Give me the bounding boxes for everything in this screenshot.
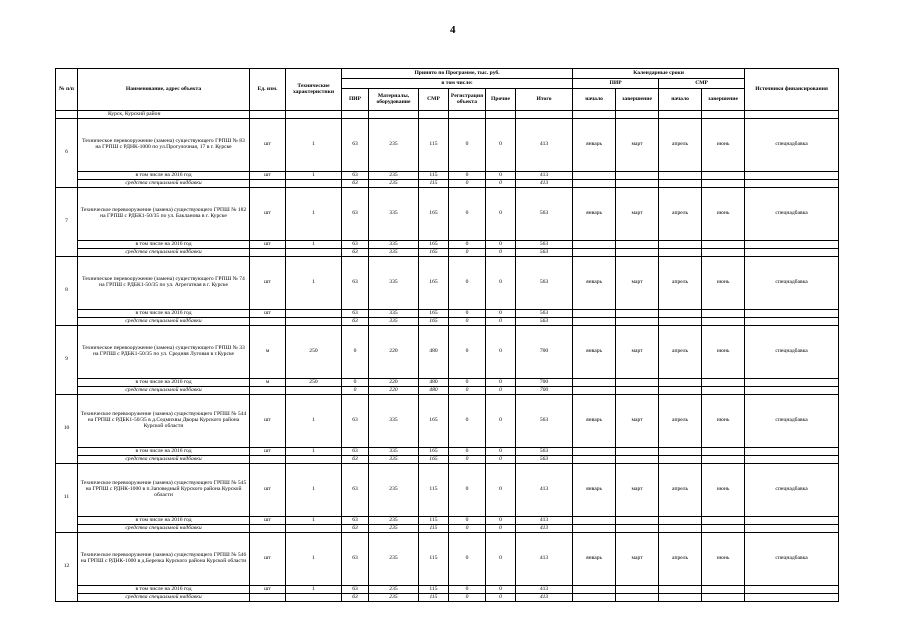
materials-cell: 235: [369, 464, 419, 517]
other-cell: 0: [486, 533, 516, 586]
materials-cell: 335: [369, 257, 419, 310]
year-materials-cell: 235: [369, 586, 419, 594]
year-2016-row: [56, 310, 839, 318]
year-total-cell: 413: [516, 172, 573, 180]
special-registration-cell: 0: [449, 180, 486, 188]
special-surcharge-row: [56, 180, 839, 188]
object-name: Техническое перевооружение (замена) существующего ГРПШ № 182 на ГРПШ с РДБК1-50/35 по ул. Бакланова в г. Курске: [78, 188, 250, 241]
pir-cell: 0: [342, 326, 369, 379]
smr-start-cell: апрель: [659, 395, 702, 448]
special-total-cell: 563: [516, 318, 573, 326]
year-pir-cell: 63: [342, 586, 369, 594]
special-materials-cell: 335: [369, 318, 419, 326]
pir-start-cell: январь: [573, 188, 616, 241]
smr-start-cell: апрель: [659, 464, 702, 517]
object-row: [56, 188, 839, 241]
header-smr-start: начало: [659, 89, 702, 111]
year-tech-cell: 250: [286, 379, 342, 387]
year-total-cell: 563: [516, 448, 573, 456]
materials-cell: 335: [369, 395, 419, 448]
total-cell: 563: [516, 257, 573, 310]
year-registration-cell: 0: [449, 241, 486, 249]
object-name: Техническое перевооружение (замена) существующего ГРПШ № 544 на ГРПШ с РДБК1-50/35 в д.Седмихвы Дворы Курского района Курской области: [78, 395, 250, 448]
object-row: [56, 533, 839, 586]
investment-program-table: [55, 68, 839, 602]
year-total-cell: 563: [516, 310, 573, 318]
special-materials-cell: 220: [369, 387, 419, 395]
year-pir-cell: 63: [342, 448, 369, 456]
special-other-cell: 0: [486, 525, 516, 533]
special-surcharge-row: [56, 525, 839, 533]
materials-cell: 235: [369, 119, 419, 172]
year-registration-cell: 0: [449, 448, 486, 456]
other-cell: 0: [486, 464, 516, 517]
special-materials-cell: 335: [369, 456, 419, 464]
header-including: в том числе:: [342, 79, 573, 89]
year-registration-cell: 0: [449, 172, 486, 180]
row-number: 11: [56, 464, 78, 533]
year-smr-cell: 165: [419, 310, 449, 318]
header-unit: Ед. изм.: [250, 69, 286, 111]
special-other-cell: 0: [486, 456, 516, 464]
year-2016-row: [56, 379, 839, 387]
smr-start-cell: апрель: [659, 257, 702, 310]
special-surcharge-label: средства специальной надбавки: [78, 318, 250, 326]
header-pir: ПИР: [342, 89, 369, 111]
smr-end-cell: июнь: [702, 119, 745, 172]
year-unit-cell: шт: [250, 517, 286, 525]
pir-end-cell: март: [616, 257, 659, 310]
year-2016-row: [56, 517, 839, 525]
registration-cell: 0: [449, 188, 486, 241]
object-row: [56, 395, 839, 448]
year-2016-label: в том числе на 2016 год: [78, 172, 250, 180]
header-calendar: Календарные сроки: [573, 69, 745, 79]
special-registration-cell: 0: [449, 525, 486, 533]
special-surcharge-row: [56, 456, 839, 464]
source-cell: спецнадбавка: [745, 464, 839, 517]
special-surcharge-label: средства специальной надбавки: [78, 387, 250, 395]
header-tech: Технические характеристики: [286, 69, 342, 111]
smr-end-cell: июнь: [702, 257, 745, 310]
special-pir-cell: 63: [342, 180, 369, 188]
unit-cell: м: [250, 326, 286, 379]
region-label: Курск, Курский район: [78, 111, 250, 119]
header-cal-smr: СМР: [659, 79, 745, 89]
unit-cell: шт: [250, 257, 286, 310]
object-row: [56, 257, 839, 310]
special-pir-cell: 63: [342, 525, 369, 533]
year-2016-row: [56, 448, 839, 456]
other-cell: 0: [486, 188, 516, 241]
year-total-cell: 563: [516, 241, 573, 249]
total-cell: 413: [516, 119, 573, 172]
special-surcharge-label: средства специальной надбавки: [78, 525, 250, 533]
unit-cell: шт: [250, 119, 286, 172]
special-total-cell: 700: [516, 387, 573, 395]
year-registration-cell: 0: [449, 310, 486, 318]
year-2016-label: в том числе на 2016 год: [78, 517, 250, 525]
object-name: Техническое перевооружение (замена) существующего ГРПШ № 74 на ГРПШ с РДБК1-50/35 по ул. Агрегатная в г. Курске: [78, 257, 250, 310]
special-other-cell: 0: [486, 249, 516, 257]
special-surcharge-label: средства специальной надбавки: [78, 456, 250, 464]
pir-end-cell: март: [616, 464, 659, 517]
pir-cell: 63: [342, 464, 369, 517]
year-unit-cell: шт: [250, 448, 286, 456]
special-surcharge-row: [56, 318, 839, 326]
smr-end-cell: июнь: [702, 188, 745, 241]
tech-cell: 1: [286, 188, 342, 241]
other-cell: 0: [486, 257, 516, 310]
year-2016-row: [56, 172, 839, 180]
special-registration-cell: 0: [449, 387, 486, 395]
smr-end-cell: июнь: [702, 464, 745, 517]
smr-start-cell: апрель: [659, 533, 702, 586]
object-name: Техническое перевооружение (замена) существующего ГРПШ № 545 на ГРПШ с РДНК-1000 в п.Заповедный Курского района Курской области: [78, 464, 250, 517]
special-materials-cell: 235: [369, 525, 419, 533]
row-number: 10: [56, 395, 78, 464]
year-other-cell: 0: [486, 517, 516, 525]
year-tech-cell: 1: [286, 172, 342, 180]
smr-cell: 165: [419, 395, 449, 448]
year-unit-cell: шт: [250, 241, 286, 249]
year-2016-label: в том числе на 2016 год: [78, 448, 250, 456]
row-number: 7: [56, 188, 78, 257]
pir-start-cell: январь: [573, 119, 616, 172]
special-surcharge-row: [56, 594, 839, 602]
smr-cell: 480: [419, 326, 449, 379]
year-2016-row: [56, 586, 839, 594]
year-materials-cell: 335: [369, 310, 419, 318]
smr-start-cell: апрель: [659, 188, 702, 241]
pir-cell: 63: [342, 188, 369, 241]
year-pir-cell: 63: [342, 517, 369, 525]
year-smr-cell: 480: [419, 379, 449, 387]
object-name: Техническое перевооружение (замена) существующего ГРПШ № 83 на ГРПШ с РДНК-1000 по ул.Прогулочная, 17 в г. Курске: [78, 119, 250, 172]
year-tech-cell: 1: [286, 448, 342, 456]
year-materials-cell: 235: [369, 172, 419, 180]
year-2016-label: в том числе на 2016 год: [78, 586, 250, 594]
source-cell: спецнадбавка: [745, 533, 839, 586]
header-smr: СМР: [419, 89, 449, 111]
special-smr-cell: 165: [419, 318, 449, 326]
year-pir-cell: 63: [342, 172, 369, 180]
unit-cell: шт: [250, 395, 286, 448]
header-sources: Источники финансирования: [745, 69, 839, 111]
other-cell: 0: [486, 326, 516, 379]
year-tech-cell: 1: [286, 517, 342, 525]
header-pir-start: начало: [573, 89, 616, 111]
row-number: 12: [56, 533, 78, 602]
special-registration-cell: 0: [449, 249, 486, 257]
tech-cell: 250: [286, 326, 342, 379]
pir-cell: 63: [342, 533, 369, 586]
object-row: [56, 119, 839, 172]
pir-start-cell: январь: [573, 257, 616, 310]
year-2016-label: в том числе на 2016 год: [78, 379, 250, 387]
pir-cell: 63: [342, 257, 369, 310]
year-materials-cell: 220: [369, 379, 419, 387]
smr-cell: 115: [419, 533, 449, 586]
special-surcharge-row: [56, 249, 839, 257]
year-tech-cell: 1: [286, 241, 342, 249]
special-registration-cell: 0: [449, 594, 486, 602]
year-smr-cell: 165: [419, 241, 449, 249]
special-other-cell: 0: [486, 180, 516, 188]
year-other-cell: 0: [486, 172, 516, 180]
total-cell: 563: [516, 395, 573, 448]
object-name: Техническое перевооружение (замена) существующего ГРПШ № 546 на ГРПШ с РДНК-1000 в д.Березка Курского района Курской области: [78, 533, 250, 586]
special-smr-cell: 115: [419, 525, 449, 533]
source-cell: спецнадбавка: [745, 257, 839, 310]
registration-cell: 0: [449, 464, 486, 517]
row-number: 9: [56, 326, 78, 395]
registration-cell: 0: [449, 533, 486, 586]
special-materials-cell: 335: [369, 249, 419, 257]
special-other-cell: 0: [486, 318, 516, 326]
pir-end-cell: март: [616, 188, 659, 241]
year-2016-label: в том числе на 2016 год: [78, 310, 250, 318]
materials-cell: 220: [369, 326, 419, 379]
registration-cell: 0: [449, 257, 486, 310]
special-smr-cell: 165: [419, 249, 449, 257]
registration-cell: 0: [449, 119, 486, 172]
year-total-cell: 413: [516, 586, 573, 594]
year-other-cell: 0: [486, 586, 516, 594]
special-materials-cell: 235: [369, 594, 419, 602]
row-number: 6: [56, 119, 78, 188]
header-other: Прочие: [486, 89, 516, 111]
smr-start-cell: апрель: [659, 326, 702, 379]
total-cell: 700: [516, 326, 573, 379]
header-num: № п/п: [56, 69, 78, 111]
pir-start-cell: январь: [573, 395, 616, 448]
total-cell: 413: [516, 464, 573, 517]
smr-start-cell: апрель: [659, 119, 702, 172]
smr-end-cell: июнь: [702, 395, 745, 448]
pir-start-cell: январь: [573, 533, 616, 586]
header-name: Наименование, адрес объекта: [78, 69, 250, 111]
smr-cell: 115: [419, 464, 449, 517]
year-pir-cell: 63: [342, 241, 369, 249]
year-other-cell: 0: [486, 379, 516, 387]
header-accepted: Принято по Программе, тыс. руб.: [342, 69, 573, 79]
tech-cell: 1: [286, 257, 342, 310]
object-row: [56, 326, 839, 379]
year-other-cell: 0: [486, 310, 516, 318]
special-total-cell: 413: [516, 180, 573, 188]
row-number: 8: [56, 257, 78, 326]
special-smr-cell: 165: [419, 456, 449, 464]
year-2016-label: в том числе на 2016 год: [78, 241, 250, 249]
pir-cell: 63: [342, 119, 369, 172]
pir-start-cell: январь: [573, 326, 616, 379]
smr-cell: 165: [419, 257, 449, 310]
special-surcharge-label: средства специальной надбавки: [78, 594, 250, 602]
total-cell: 413: [516, 533, 573, 586]
pir-end-cell: март: [616, 119, 659, 172]
special-other-cell: 0: [486, 387, 516, 395]
smr-cell: 165: [419, 188, 449, 241]
header-materials: Материалы, оборудование: [369, 89, 419, 111]
special-smr-cell: 480: [419, 387, 449, 395]
year-total-cell: 700: [516, 379, 573, 387]
tech-cell: 1: [286, 533, 342, 586]
materials-cell: 235: [369, 533, 419, 586]
source-cell: спецнадбавка: [745, 188, 839, 241]
smr-cell: 115: [419, 119, 449, 172]
other-cell: 0: [486, 119, 516, 172]
special-total-cell: 563: [516, 456, 573, 464]
year-smr-cell: 115: [419, 517, 449, 525]
total-cell: 563: [516, 188, 573, 241]
special-smr-cell: 115: [419, 180, 449, 188]
tech-cell: 1: [286, 395, 342, 448]
smr-end-cell: июнь: [702, 533, 745, 586]
year-smr-cell: 115: [419, 586, 449, 594]
year-smr-cell: 165: [419, 448, 449, 456]
special-total-cell: 413: [516, 525, 573, 533]
special-total-cell: 563: [516, 249, 573, 257]
object-name: Техническое перевооружение (замена) существующего ГРПШ № 33 на ГРПШ с РДБК1-50/35 по ул. Средняя Луговая в г.Курске: [78, 326, 250, 379]
year-unit-cell: м: [250, 379, 286, 387]
year-smr-cell: 115: [419, 172, 449, 180]
materials-cell: 335: [369, 188, 419, 241]
special-pir-cell: 63: [342, 318, 369, 326]
special-total-cell: 413: [516, 594, 573, 602]
year-registration-cell: 0: [449, 379, 486, 387]
header-pir-end: завершение: [616, 89, 659, 111]
pir-end-cell: март: [616, 326, 659, 379]
year-total-cell: 413: [516, 517, 573, 525]
year-pir-cell: 0: [342, 379, 369, 387]
special-pir-cell: 63: [342, 456, 369, 464]
year-pir-cell: 63: [342, 310, 369, 318]
year-materials-cell: 335: [369, 241, 419, 249]
special-pir-cell: 0: [342, 387, 369, 395]
special-surcharge-label: средства специальной надбавки: [78, 180, 250, 188]
pir-end-cell: март: [616, 395, 659, 448]
special-materials-cell: 235: [369, 180, 419, 188]
registration-cell: 0: [449, 326, 486, 379]
header-smr-end: завершение: [702, 89, 745, 111]
source-cell: спецнадбавка: [745, 326, 839, 379]
special-pir-cell: 63: [342, 594, 369, 602]
source-cell: спецнадбавка: [745, 119, 839, 172]
source-cell: спецнадбавка: [745, 395, 839, 448]
pir-start-cell: январь: [573, 464, 616, 517]
special-surcharge-row: [56, 387, 839, 395]
year-unit-cell: шт: [250, 172, 286, 180]
year-unit-cell: шт: [250, 310, 286, 318]
year-registration-cell: 0: [449, 586, 486, 594]
unit-cell: шт: [250, 464, 286, 517]
year-registration-cell: 0: [449, 517, 486, 525]
header-registration: Регистрация объекта: [449, 89, 486, 111]
year-materials-cell: 235: [369, 517, 419, 525]
header-cal-pir: ПИР: [573, 79, 659, 89]
year-unit-cell: шт: [250, 586, 286, 594]
special-surcharge-label: средства специальной надбавки: [78, 249, 250, 257]
header-total: Итого: [516, 89, 573, 111]
year-other-cell: 0: [486, 241, 516, 249]
other-cell: 0: [486, 395, 516, 448]
unit-cell: шт: [250, 533, 286, 586]
pir-cell: 63: [342, 395, 369, 448]
year-2016-row: [56, 241, 839, 249]
pir-end-cell: март: [616, 533, 659, 586]
tech-cell: 1: [286, 119, 342, 172]
year-other-cell: 0: [486, 448, 516, 456]
smr-end-cell: июнь: [702, 326, 745, 379]
special-registration-cell: 0: [449, 456, 486, 464]
year-tech-cell: 1: [286, 586, 342, 594]
special-smr-cell: 115: [419, 594, 449, 602]
tech-cell: 1: [286, 464, 342, 517]
special-pir-cell: 63: [342, 249, 369, 257]
year-tech-cell: [286, 310, 342, 318]
special-other-cell: 0: [486, 594, 516, 602]
object-row: [56, 464, 839, 517]
unit-cell: шт: [250, 188, 286, 241]
special-registration-cell: 0: [449, 318, 486, 326]
year-materials-cell: 335: [369, 448, 419, 456]
registration-cell: 0: [449, 395, 486, 448]
page-number: 4: [450, 24, 456, 36]
